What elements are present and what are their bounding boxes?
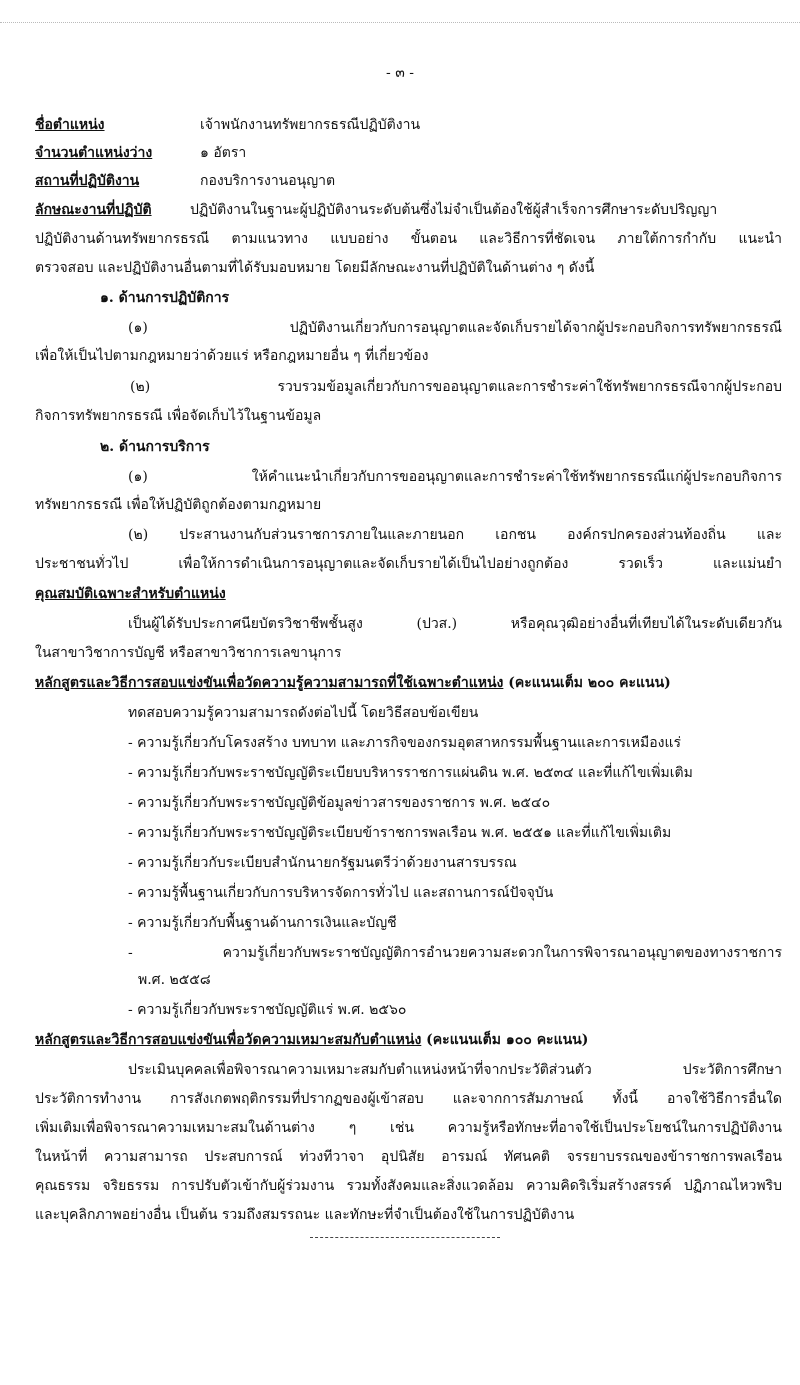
exam-knowledge-item: - ความรู้เกี่ยวกับโครงสร้าง บทบาท และภารกิจของกรมอุตสาหกรรมพื้นฐานและการเหมืองแร่ <box>128 735 681 751</box>
exam-knowledge-heading <box>35 673 671 693</box>
exam-knowledge-item: - ความรู้เกี่ยวกับพระราชบัญญัติระเบียบบริหารราชการแผ่นดิน พ.ศ. ๒๕๓๔ และที่แก้ไขเพิ่มเติม <box>128 765 693 781</box>
exam-knowledge-item: - ความรู้เกี่ยวกับพระราชบัญญัติการอำนวยความสะดวกในการพิจารณาอนุญาตของทางราชการ <box>128 945 782 961</box>
job-description-line: ปฏิบัติงานในฐานะผู้ปฏิบัติงานระดับต้นซึ่งไม่จำเป็นต้องใช้ผู้สำเร็จการศึกษาระดับปริญญา <box>190 202 718 218</box>
page-number: - ๓ - <box>386 65 414 81</box>
top-dotted-rule <box>0 22 800 23</box>
operations-heading: ๑. ด้านการปฏิบัติการ <box>100 290 230 306</box>
service-item-line: (๑) ให้คำแนะนำเกี่ยวกับการขออนุญาตและการชำระค่าใช้ทรัพยากรธรณีแก่ผู้ประกอบกิจการ <box>128 469 782 485</box>
exam-suitability-line: ประวัติการทำงาน การสังเกตพฤติกรรมที่ปรากฏของผู้เข้าสอบ และจากการสัมภาษณ์ ทั้งนี้ อาจใช้วิธีการอื่นใด <box>35 1091 782 1107</box>
exam-knowledge-intro: ทดสอบความรู้ความสามารถดังต่อไปนี้ โดยวิธีสอบข้อเขียน <box>128 705 479 721</box>
exam-knowledge-item: - ความรู้เกี่ยวกับพื้นฐานด้านการเงินและบัญชี <box>128 915 397 931</box>
end-dashed-rule <box>310 1237 500 1238</box>
exam-knowledge-score: (คะแนนเต็ม ๒๐๐ คะแนน) <box>503 675 671 691</box>
exam-knowledge-item-continued: พ.ศ. ๒๕๕๘ <box>138 972 211 988</box>
workplace-value: กองบริการงานอนุญาต <box>200 173 336 189</box>
job-description-line: ตรวจสอบ และปฏิบัติงานอื่นตามที่ได้รับมอบหมาย โดยมีลักษณะงานที่ปฏิบัติในด้านต่าง ๆ ดังนี้ <box>35 260 595 276</box>
position-name-label: ชื่อตำแหน่ง <box>35 117 105 133</box>
vacancy-count-label: จำนวนตำแหน่งว่าง <box>35 145 153 161</box>
qualification-line: เป็นผู้ได้รับประกาศนียบัตรวิชาชีพชั้นสูง (ปวส.) หรือคุณวุฒิอย่างอื่นที่เทียบได้ในระดับเดียวกัน <box>128 616 782 632</box>
exam-suitability-line: คุณธรรม จริยธรรม การปรับตัวเข้ากับผู้ร่วมงาน รวมทั้งสังคมและสิ่งแวดล้อม ความคิดริเริ่มสร้างสรรค์ ปฏิภาณไหวพริบ <box>35 1178 782 1194</box>
operations-item-line: (๒) รวบรวมข้อมูลเกี่ยวกับการขออนุญาตและการชำระค่าใช้ทรัพยากรธรณีจากผู้ประกอบ <box>130 379 782 395</box>
exam-knowledge-item: - ความรู้เกี่ยวกับพระราชบัญญัติแร่ พ.ศ. ๒๕๖๐ <box>128 1002 407 1018</box>
exam-suitability-line: ในหน้าที่ ความสามารถ ประสบการณ์ ท่วงทีวาจา อุปนิสัย อารมณ์ ทัศนคติ จรรยาบรรณของข้าราชการพลเรือน <box>35 1149 782 1165</box>
operations-item-line: เพื่อให้เป็นไปตามกฎหมายว่าด้วยแร่ หรือกฎหมายอื่น ๆ ที่เกี่ยวข้อง <box>35 348 429 364</box>
exam-suitability-heading <box>35 1030 588 1050</box>
qualification-line: ในสาขาวิชาการบัญชี หรือสาขาวิชาการเลขานุการ <box>35 645 342 661</box>
job-description-line: ปฏิบัติงานด้านทรัพยากรธรณี ตามแนวทาง แบบอย่าง ขั้นตอน และวิธีการที่ชัดเจน ภายใต้การกำกับ แนะนำ <box>35 231 782 247</box>
exam-suitability-score: (คะแนนเต็ม ๑๐๐ คะแนน) <box>421 1032 589 1048</box>
exam-knowledge-title: หลักสูตรและวิธีการสอบแข่งขันเพื่อวัดความรู้ความสามารถที่ใช้เฉพาะตำแหน่ง <box>35 675 504 691</box>
operations-item-line: (๑) ปฏิบัติงานเกี่ยวกับการอนุญาตและจัดเก็บรายได้จากผู้ประกอบกิจการทรัพยากรธรณี <box>128 320 782 336</box>
qualification-heading: คุณสมบัติเฉพาะสำหรับตำแหน่ง <box>35 586 226 602</box>
service-item-line: (๒) ประสานงานกับส่วนราชการภายในและภายนอก เอกชน องค์กรปกครองส่วนท้องถิ่น และ <box>128 527 782 543</box>
service-item-line: ทรัพยากรธรณี เพื่อให้ปฏิบัติถูกต้องตามกฎหมาย <box>35 497 322 513</box>
vacancy-count-value: ๑ อัตรา <box>200 145 247 161</box>
exam-suitability-line: เพิ่มเติมเพื่อพิจารณาความเหมาะสมในด้านต่าง ๆ เช่น ความรู้หรือทักษะที่อาจใช้เป็นประโยชน์ในการปฏิบัติงาน <box>35 1120 782 1136</box>
service-item-line: ประชาชนทั่วไป เพื่อให้การดำเนินการอนุญาตและจัดเก็บรายได้เป็นไปอย่างถูกต้อง รวดเร็ว และแม่นยำ <box>35 556 782 572</box>
exam-knowledge-item: - ความรู้เกี่ยวกับระเบียบสำนักนายกรัฐมนตรีว่าด้วยงานสารบรรณ <box>128 855 517 871</box>
operations-item-line: กิจการทรัพยากรธรณี เพื่อจัดเก็บไว้ในฐานข้อมูล <box>35 408 322 424</box>
exam-suitability-line: และบุคลิกภาพอย่างอื่น เป็นต้น รวมถึงสมรรถนะ และทักษะที่จำเป็นต้องใช้ในการปฏิบัติงาน <box>35 1207 575 1223</box>
job-description-label: ลักษณะงานที่ปฏิบัติ <box>35 202 152 218</box>
exam-suitability-title: หลักสูตรและวิธีการสอบแข่งขันเพื่อวัดความเหมาะสมกับตำแหน่ง <box>35 1032 422 1048</box>
exam-knowledge-item: - ความรู้พื้นฐานเกี่ยวกับการบริหารจัดการทั่วไป และสถานการณ์ปัจจุบัน <box>128 885 554 901</box>
service-heading: ๒. ด้านการบริการ <box>100 439 210 455</box>
exam-suitability-line: ประเมินบุคคลเพื่อพิจารณาความเหมาะสมกับตำแหน่งหน้าที่จากประวัติส่วนตัว ประวัติการศึกษา <box>128 1062 782 1078</box>
exam-knowledge-item: - ความรู้เกี่ยวกับพระราชบัญญัติข้อมูลข่าวสารของราชการ พ.ศ. ๒๕๔๐ <box>128 795 551 811</box>
workplace-label: สถานที่ปฏิบัติงาน <box>35 173 140 189</box>
position-name-value: เจ้าพนักงานทรัพยากรธรณีปฏิบัติงาน <box>200 117 421 133</box>
exam-knowledge-item: - ความรู้เกี่ยวกับพระราชบัญญัติระเบียบข้าราชการพลเรือน พ.ศ. ๒๕๕๑ และที่แก้ไขเพิ่มเติม <box>128 825 672 841</box>
